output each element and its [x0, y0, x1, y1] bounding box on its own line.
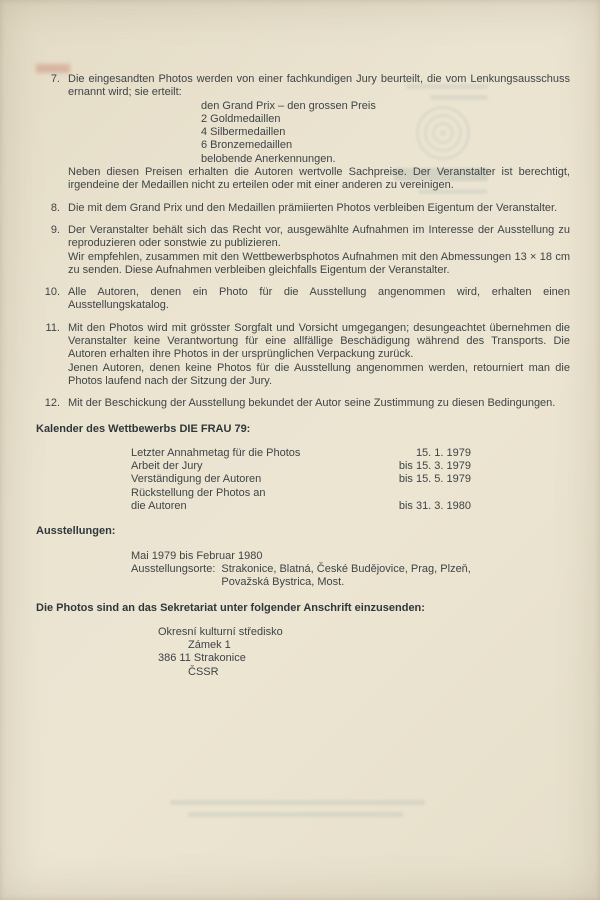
- prize-list: [201, 100, 570, 166]
- rule-item-11: [36, 322, 570, 388]
- rules-list: [36, 73, 570, 411]
- rule-body: [68, 322, 570, 388]
- rule-text: Mit den Photos wird mit grösster Sorgfalt und Vorsicht umgegangen; desungeachtet übernehmen die Veranstalter keine Verantwortung für eine allfällige Beschädigung während des Transports. Die Autoren erhalten ihre Photos in der ursprünglichen Verpackung zurück.: [68, 321, 570, 361]
- rule-number: 10.: [44, 286, 60, 299]
- rule-text: Die eingesandten Photos werden von einer fachkundigen Jury beurteilt, die vom Lenkungsausschuss ernannt wird; sie erteilt:: [68, 73, 570, 99]
- rule-number: 11.: [45, 321, 60, 334]
- calendar-row: [131, 447, 570, 460]
- calendar-row: [131, 487, 570, 500]
- calendar-row: [131, 460, 570, 473]
- rule-continuation: Neben diesen Preisen erhalten die Autoren wertvolle Sachpreise. Der Veranstalter ist berechtigt, irgendeine der Medaillen nicht zu erteilen oder mit einer anderen zu vereinigen.: [68, 166, 570, 192]
- address-line: ČSSR: [188, 665, 219, 678]
- show-through-line: [188, 812, 403, 817]
- rule-number: 9.: [50, 223, 60, 236]
- rule-text: Der Veranstalter behält sich das Recht vor, ausgewählte Aufnahmen im Interesse der Ausstellung zu reproduzieren oder sonstwie zu publizieren.: [68, 223, 570, 250]
- rule-item-12: [36, 397, 570, 410]
- prize-line: belobende Anerkennungen.: [201, 152, 336, 165]
- address-line: 386 11 Strakonice: [158, 652, 246, 665]
- exhibition-places-list: [221, 563, 470, 590]
- rule-item-9: [36, 224, 570, 277]
- rule-body: [68, 286, 570, 313]
- rule-body: [68, 202, 570, 215]
- prize-line: 4 Silbermedaillen: [201, 126, 286, 139]
- rule-continuation: Jenen Autoren, denen keine Photos für die Ausstellung angenommen werden, retourniert man die Photos laufend nach der Sitzung der Jury.: [68, 361, 570, 387]
- calendar-date: bis 15. 3. 1979: [398, 460, 471, 473]
- exhibition-places-line: Strakonice, Blatná, České Budějovice, Prag, Plzeň,: [221, 562, 471, 575]
- rule-text: Alle Autoren, denen ein Photo für die Ausstellung angenommen wird, erhalten einen Ausstellungskatalog.: [68, 286, 570, 312]
- exhibition-places: [131, 563, 570, 590]
- calendar-label: Rückstellung der Photos an: [131, 486, 266, 499]
- calendar-heading: Kalender des Wettbewerbs DIE FRAU 79:: [36, 422, 251, 435]
- rule-text: Die mit dem Grand Prix und den Medaillen prämiierten Photos verbleiben Eigentum der Veranstalter.: [68, 201, 558, 214]
- rule-body: [68, 224, 570, 277]
- rule-number: 7.: [50, 73, 60, 85]
- calendar-date: bis 31. 3. 1980: [398, 500, 471, 513]
- calendar-label: Letzter Annahmetag für die Photos: [131, 446, 301, 459]
- prize-line: 6 Bronzemedaillen: [201, 139, 293, 152]
- address-line: Zámek 1: [188, 639, 231, 652]
- rule-number: 8.: [50, 201, 60, 214]
- show-through-artifact: [170, 800, 432, 824]
- calendar-label: Verständigung der Autoren: [131, 473, 262, 486]
- address-line: Okresní kulturní středisko: [158, 625, 283, 638]
- exhibitions-dates: Mai 1979 bis Februar 1980: [131, 549, 263, 562]
- prize-line: den Grand Prix – den grossen Preis: [201, 99, 376, 112]
- rule-item-7: [36, 73, 570, 193]
- calendar-row: [131, 500, 570, 513]
- rule-continuation: Wir empfehlen, zusammen mit den Wettbewerbsphotos Aufnahmen mit den Abmessungen 13 × 18 cm zu senden. Diese Aufnahmen verbleiben gleichfalls Eigentum der Veranstalter.: [68, 250, 570, 276]
- address-block: [158, 626, 570, 679]
- rule-body: [68, 397, 570, 410]
- rule-item-10: [36, 286, 570, 313]
- rule-body: [68, 73, 570, 193]
- calendar-date: [383, 487, 471, 500]
- exhibition-places-line: Považská Bystrica, Most.: [221, 576, 345, 589]
- rule-item-8: [36, 202, 570, 215]
- exhibitions-heading: Ausstellungen:: [36, 525, 116, 538]
- corner-mark: [36, 64, 70, 73]
- exhibition-places-label: Ausstellungsorte:: [131, 562, 216, 575]
- rule-number: 12.: [44, 397, 60, 410]
- calendar-label: Arbeit der Jury: [131, 460, 203, 473]
- calendar-date: 15. 1. 1979: [415, 446, 471, 459]
- rule-text: Mit der Beschickung der Ausstellung bekundet der Autor seine Zustimmung zu diesen Bedingungen.: [68, 397, 556, 410]
- submission-heading: Die Photos sind an das Sekretariat unter folgender Anschrift einzusenden:: [36, 601, 425, 614]
- exhibitions-block: [131, 550, 570, 590]
- calendar-date: bis 15. 5. 1979: [398, 473, 471, 486]
- calendar-label: die Autoren: [131, 500, 187, 513]
- show-through-line: [170, 800, 425, 805]
- calendar-table: [131, 447, 570, 513]
- calendar-row: [131, 473, 570, 486]
- prize-line: 2 Goldmedaillen: [201, 112, 281, 125]
